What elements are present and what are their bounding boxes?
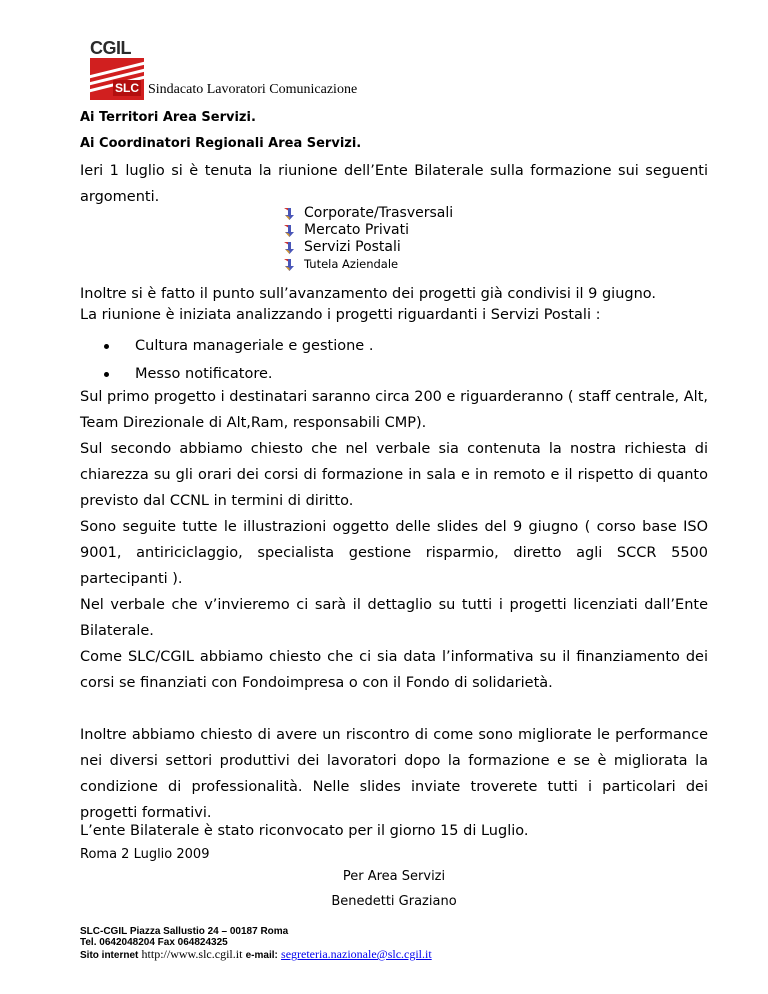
list-item	[282, 256, 453, 273]
progress-paragraph: Inoltre si è fatto il punto sull’avanzamento dei progetti già condivisi il 9 giugno.	[80, 286, 657, 302]
bullet-dot-icon	[104, 344, 109, 349]
arrow-down-icon	[282, 241, 296, 255]
project-label: Messo notificatore.	[135, 366, 273, 382]
email-link[interactable]: segreteria.nazionale@slc.cgil.it	[281, 947, 432, 961]
slides-paragraph: Sono seguite tutte le illustrazioni oggetto delle slides del 9 giugno ( corso base ISO 9001, antiriciclaggio, specialista gestione risparmio, diretto agli SCCR 5500 partecipanti ).	[80, 519, 708, 587]
email-label: e-mail:	[245, 950, 278, 961]
arrow-down-icon	[282, 207, 296, 221]
topics-list	[282, 205, 453, 273]
list-item	[282, 222, 453, 239]
signature-line-2: Benedetti Graziano	[331, 894, 457, 909]
second-project-paragraph: Sul secondo abbiamo chiesto che nel verbale sia contenuta la nostra richiesta di chiarezza su gli orari dei corsi di formazione in sala e in remoto e il rispetto di quanto previsto dal CCNL in termini di diritto.	[80, 441, 708, 509]
topic-label: Tutela Aziendale	[304, 257, 399, 271]
projects-list	[80, 332, 373, 388]
arrow-down-icon	[282, 258, 296, 272]
signature-line-1: Per Area Servizi	[342, 869, 446, 884]
intro-paragraph: Ieri 1 luglio si è tenuta la riunione dell’Ente Bilaterale sulla formazione sui seguenti argomenti.	[80, 163, 708, 205]
verbale-paragraph: Nel verbale che v’invieremo ci sarà il dettaglio su tutti i progetti licenziati dall’Ente Bilaterale.	[80, 597, 708, 639]
start-paragraph: La riunione è iniziata analizzando i progetti riguardanti i Servizi Postali :	[80, 307, 601, 323]
list-item	[282, 239, 453, 256]
topic-label: Servizi Postali	[304, 239, 401, 255]
site-label: Sito internet	[80, 950, 139, 961]
first-project-paragraph: Sul primo progetto i destinatari saranno circa 200 e riguarderanno ( staff centrale, Alt, Team Direzionale di Alt,Ram, responsabili CMP).	[80, 389, 708, 431]
logo-word: CGIL	[90, 38, 131, 58]
list-item	[80, 332, 373, 360]
topic-label: Mercato Privati	[304, 222, 410, 238]
site-url: http://www.slc.cgil.it	[141, 947, 243, 961]
topic-label: Corporate/Trasversali	[304, 205, 454, 221]
logo-slc-badge: SLC	[115, 81, 139, 95]
footer-phone: Tel. 0642048204 Fax 064824325	[80, 937, 228, 948]
recipient-line-2: Ai Coordinatori Regionali Area Servizi.	[80, 136, 362, 151]
arrow-down-icon	[282, 224, 296, 238]
footer-address: SLC-CGIL Piazza Sallustio 24 – 00187 Roma	[80, 926, 289, 937]
project-label: Cultura manageriale e gestione .	[135, 338, 374, 354]
bullet-dot-icon	[104, 372, 109, 377]
recipient-line-1: Ai Territori Area Servizi.	[80, 110, 256, 125]
funding-paragraph: Come SLC/CGIL abbiamo chiesto che ci sia data l’informativa su il finanziamento dei corsi se finanziati con Fondoimpresa o con il Fondo di solidarietà.	[80, 649, 708, 691]
reconvened-paragraph: L’ente Bilaterale è stato riconvocato per il giorno 15 di Luglio.	[80, 823, 529, 839]
feedback-paragraph: Inoltre abbiamo chiesto di avere un riscontro di come sono migliorate le performance nei diversi settori produttivi dei lavoratori dopo la formazione e se è migliorata la condizione di professionalità. Nelle slides inviate troverete tutti i particolari dei progetti formativi.	[80, 727, 708, 821]
letter-date: Roma 2 Luglio 2009	[80, 847, 210, 862]
footer-contacts	[80, 948, 432, 962]
list-item	[282, 205, 453, 222]
org-name: Sindacato Lavoratori Comunicazione	[148, 82, 358, 97]
